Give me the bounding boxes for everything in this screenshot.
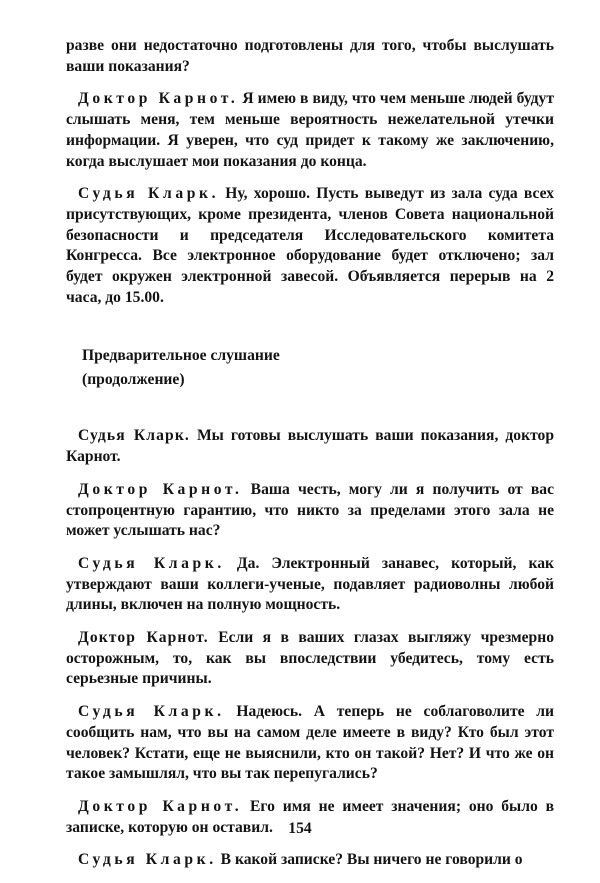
paragraph-dialogue [66,554,554,616]
paragraph-text: Ну, хорошо. Пусть выведут из зала суда всех присутствующих, кроме президента, членов Совета национальной безопасности и председателя Исследовательского комитета Конгресса. Все электронное оборудование будет отключено; зал будет окружен электронной завесой. Объявляется перерыв на 2 часа, до 15.00. [66,185,554,306]
paragraph-text: В какой записке? Вы ничего не говорили о [216,851,523,869]
section-heading [66,344,554,392]
speaker-name: Доктор Карнот. [78,90,239,108]
paragraph-text: Если я в ваших глазах выгляжу чрезмерно осторожным, то, как вы впоследствии убедитесь, тому есть серьезные причины. [66,629,555,688]
paragraph-dialogue [66,480,554,542]
paragraph-text: Мы готовы выслушать ваши показания, доктор Карнот. [66,427,555,466]
section-heading-subtitle: (продолжение) [82,371,185,389]
page-number: 154 [288,820,312,837]
paragraph-text: Его имя не имеет значения; оно было в записке, которую он оставил. [66,797,555,836]
paragraph-dialogue [66,850,554,871]
paragraph-text: Да. Электронный занавес, который, как утверждают ваши коллеги-ученые, подавляет радиоволны любой длины, включен на полную мощность. [66,554,554,614]
paragraph-text: Я имею в виду, что чем меньше людей будут слышать меня, тем меньше вероятность нежелательной утечки информации. Я уверен, что суд придет к такому же заключению, когда выслушает мои показания до конца. [66,90,555,170]
speaker-name: Доктор Карнот. [78,480,243,498]
speaker-name: Доктор Карнот. [78,797,243,815]
speaker-name: Судья Кларк. [78,554,225,572]
paragraph-text: Надеюсь. А теперь не соблаговолите ли сообщить нам, что вы на самом деле имеете в виду? Кто был этот человек? Кстати, еще не выяснили, кто он такой? Нет? И что же он такое замышлял, что вы так перепугались? [66,703,554,783]
speaker-name: Судья Кларк. [78,703,225,721]
paragraph-continuation [66,36,554,77]
paragraph-dialogue [66,89,554,172]
speaker-name: Судья Кларк. [78,851,217,869]
paragraph-dialogue [66,702,554,785]
speaker-name: Судья Кларк. [78,427,190,445]
paragraph-text: разве они недостаточно подготовлены для того, чтобы выслушать ваши показания? [66,37,554,75]
speaker-name: Судья Кларк. [78,185,220,203]
paragraph-dialogue [66,184,554,308]
paragraph-dialogue [66,426,554,467]
page-body [66,36,554,883]
paragraph-text: Ваша честь, могу ли я получить от вас стопроцентную гарантию, что никто за пределами этого зала не может услышать нас? [66,480,555,540]
paragraph-dialogue [66,628,554,690]
speaker-name: Доктор Карнот. [78,629,209,647]
section-heading-title: Предварительное слушание [82,347,280,365]
